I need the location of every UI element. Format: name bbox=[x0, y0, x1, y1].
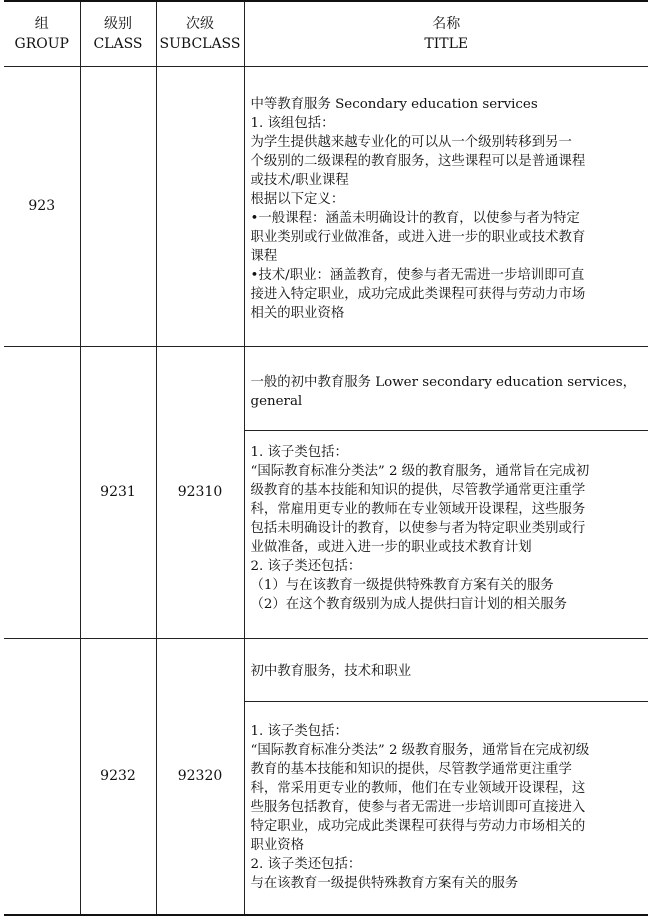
subclass-title bbox=[245, 357, 649, 431]
text-line: 课程 bbox=[250, 248, 278, 264]
text-line: 1. 该子类包括： bbox=[250, 723, 348, 739]
subclass-title bbox=[245, 646, 649, 702]
class-code-empty bbox=[80, 67, 156, 347]
group-code-empty bbox=[4, 347, 80, 639]
text-line: 中等教育服务 Secondary education services bbox=[250, 96, 538, 112]
text-line: 为学生提供越来越专业化的可以从一个级别转移到另一 bbox=[250, 134, 572, 150]
subclass-title-cell bbox=[244, 639, 648, 915]
class-code: 9232 bbox=[80, 639, 156, 915]
text-line: 或技术/职业课程 bbox=[250, 172, 349, 188]
subclass-code: 92310 bbox=[156, 347, 244, 639]
header-title-cn: 名称 bbox=[432, 16, 461, 32]
header-group-en: GROUP bbox=[14, 36, 69, 52]
text-line: •技术/职业：涵盖教育，使参与者无需进一步培训即可直 bbox=[250, 267, 585, 283]
text-line: （2）在这个教育级别为成人提供扫盲计划的相关服务 bbox=[250, 597, 568, 612]
text-line: general bbox=[250, 394, 303, 409]
text-line: 初中教育服务，技术和职业 bbox=[250, 663, 412, 679]
group-title-cell bbox=[244, 67, 648, 347]
text-line: 一般的初中教育服务 Lower secondary education services， bbox=[250, 375, 636, 390]
subclass-title-cell bbox=[244, 347, 648, 639]
text-line: 特定职业，成功完成此类课程可获得与劳动力市场相关的 bbox=[250, 818, 586, 834]
class-code: 9231 bbox=[80, 347, 156, 639]
text-line: 些服务包括教育，使参与者无需进一步培训即可直接进入 bbox=[250, 799, 586, 815]
classification-table bbox=[4, 0, 648, 916]
header-subclass bbox=[156, 1, 244, 67]
subclass-code-empty bbox=[156, 67, 244, 347]
text-line: 科，常采用更专业的教师，他们在专业领域开设课程，这 bbox=[250, 780, 586, 796]
text-line: 接进入特定职业，成功完成此类课程可获得与劳动力市场 bbox=[250, 286, 586, 302]
group-code-empty bbox=[4, 639, 80, 915]
text-line: 2. 该子类还包括： bbox=[250, 559, 362, 574]
text-line: “国际教育标准分类法” 2 级的教育服务，通常旨在完成初 bbox=[250, 464, 590, 479]
header-subclass-en: SUBCLASS bbox=[159, 36, 241, 52]
text-line: 职业类别或行业做准备，或进入进一步的职业或技术教育 bbox=[250, 229, 586, 245]
header-class bbox=[80, 1, 156, 67]
text-line: 科，常雇用更专业的教师在专业领域开设课程，这些服务 bbox=[250, 502, 586, 517]
header-title bbox=[244, 1, 648, 67]
text-line: 2. 该子类还包括： bbox=[250, 856, 362, 872]
text-line: 1. 该组包括： bbox=[250, 115, 335, 131]
text-line: •一般课程：涵盖未明确设计的教育，以使参与者为特定 bbox=[250, 210, 580, 226]
table-row bbox=[4, 639, 648, 915]
text-line: 包括未明确设计的教育，以使参与者为特定职业类别或行 bbox=[250, 521, 586, 536]
text-line: 级教育的基本技能和知识的提供，尽管教学通常更注重学 bbox=[250, 483, 586, 498]
text-line: 个级别的二级课程的教育服务，这些课程可以是普通课程 bbox=[250, 153, 586, 169]
text-line: “国际教育标准分类法” 2 级教育服务，通常旨在完成初级 bbox=[250, 742, 590, 758]
text-line: 业做准备，或进入进一步的职业或技术教育计划 bbox=[250, 540, 532, 555]
text-line: 相关的职业资格 bbox=[250, 305, 345, 321]
text-line: 教育的基本技能和知识的提供，尽管教学通常更注重学 bbox=[250, 761, 572, 777]
group-code: 923 bbox=[4, 67, 80, 347]
subclass-description bbox=[245, 702, 649, 907]
header-class-cn: 级别 bbox=[104, 16, 132, 32]
header-title-en: TITLE bbox=[424, 36, 469, 52]
header-group bbox=[4, 1, 80, 67]
header-group-cn: 组 bbox=[34, 16, 49, 32]
table-row bbox=[4, 347, 648, 639]
subclass-code: 92320 bbox=[156, 639, 244, 915]
text-line: 职业资格 bbox=[250, 837, 305, 853]
text-line: 根据以下定义： bbox=[250, 191, 345, 207]
subclass-description bbox=[245, 431, 649, 628]
text-line: 与在该教育一级提供特殊教育方案有关的服务 bbox=[250, 875, 519, 891]
header-subclass-cn: 次级 bbox=[186, 16, 214, 32]
table-header-row bbox=[4, 1, 648, 67]
table-row bbox=[4, 67, 648, 347]
header-class-en: CLASS bbox=[93, 36, 143, 52]
text-line: （1）与在该教育一级提供特殊教育方案有关的服务 bbox=[250, 578, 554, 593]
text-line: 1. 该子类包括： bbox=[250, 445, 348, 460]
group-923-text bbox=[251, 77, 643, 337]
